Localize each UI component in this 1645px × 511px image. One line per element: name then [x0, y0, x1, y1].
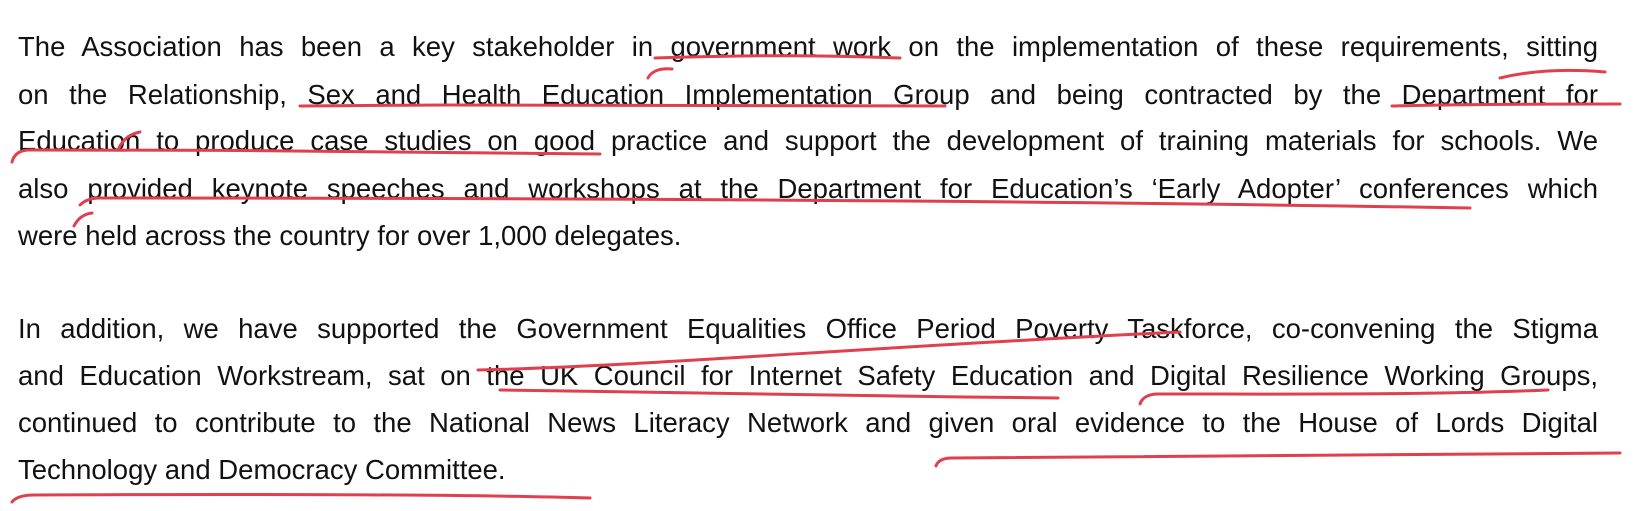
paragraph-line: continued to contribute to the National News Literacy Network and given oral evidence to the House of Lords Digital: [18, 407, 1598, 438]
paragraph-line: In addition, we have supported the Government Equalities Office Period Poverty Taskforce, co-convening the Stigma: [18, 313, 1598, 344]
paragraph-line: and Education Workstream, sat on the UK Council for Internet Safety Education and Digital Resilience Working Groups,: [18, 360, 1598, 391]
paragraph-line: were held across the country for over 1,000 delegates.: [18, 220, 682, 251]
paragraph-line: also provided keynote speeches and workshops at the Department for Education’s ‘Early Adopter’ conferences which: [18, 173, 1598, 204]
paragraph-line: Education to produce case studies on good practice and support the development of training materials for schools. We: [18, 125, 1598, 156]
paragraph-line: Technology and Democracy Committee.: [18, 454, 506, 485]
paragraph-line: The Association has been a key stakeholder in government work on the implementation of these requirements, sitting: [18, 31, 1598, 62]
paragraph-line: on the Relationship, Sex and Health Education Implementation Group and being contracted by the Department for: [18, 79, 1598, 110]
underline-mark: [12, 494, 590, 502]
